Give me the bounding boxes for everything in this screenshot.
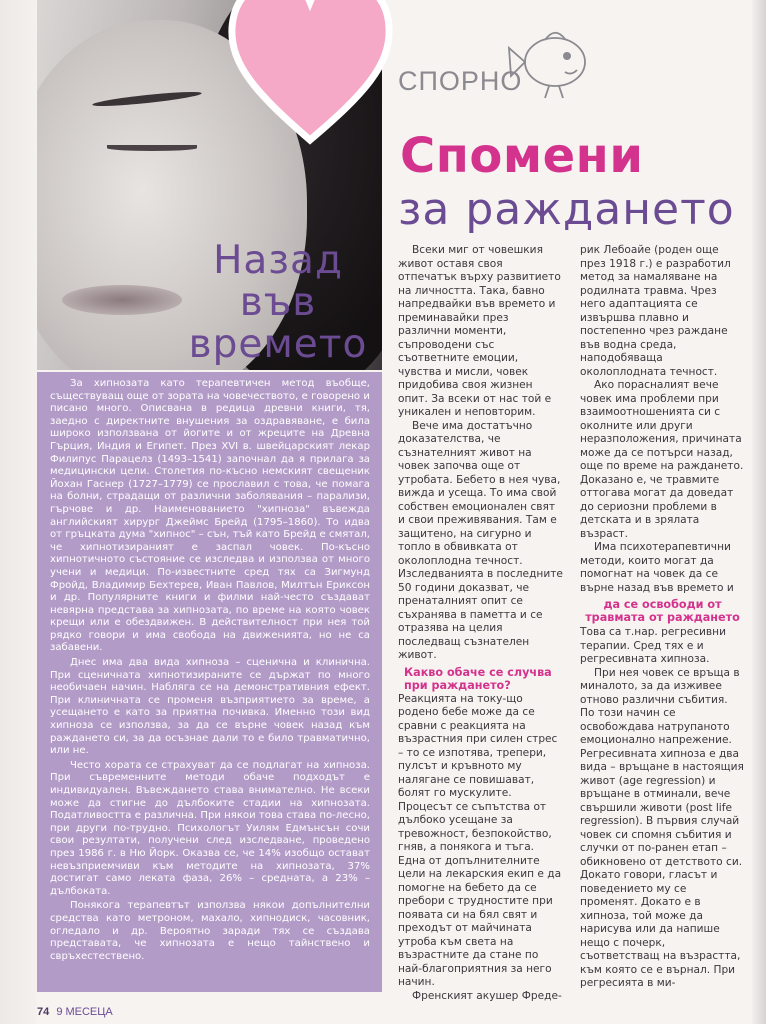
page-number: 74 [37, 1006, 50, 1018]
article-title-line-2: за раждането [398, 184, 735, 235]
body-paragraph: Ако порасналият вече човек има проблеми при взаимоотношенията си с околните или други неразположения, причината може да се потърси назад, още по време на раждането. Доказано е, че травмите оттогава могат да доведат до сериозни проблеми в детската и в зрялата възраст. [580, 379, 744, 540]
article-column-3 [580, 244, 745, 991]
sidebar-title-line: времето [188, 322, 368, 367]
subheading: да се освободи от травмата от раждането [585, 598, 740, 624]
page-edge-shadow [752, 0, 766, 1024]
sidebar-paragraph: Днес има два вида хипноза – сценична и клинична. При сценичната хипнотизираните се държат по много необичаен начин. Набляга се на демонстративния ефект. При клиничната се променя възприятието за време, а усещането е като за приятна почивка. Именно този вид хипноза се използва, за да се върне човек назад към раждането си, за да осъзнае дали то е било травматично, или не. [50, 657, 370, 757]
subheading: Какво обаче се случва при раждането? [404, 665, 552, 692]
magazine-name: 9 МЕСЕЦА [56, 1006, 113, 1018]
body-paragraph: Всеки миг от човешкия живот оставя своя отпечатък върху развитието на личността. Така, бавно напредвайки във времето и преминавайки през различни моменти, съпроводени със съответните емоции, чувства и мисли, човек придобива своя жизнен опит. За всеки от нас той е уникален и неповторим. [398, 244, 561, 418]
sidebar-paragraph: Често хората се страхуват да се подлагат на хипноза. При съвременните методи обаче подходът е индивидуален. Въвеждането става внимателно. Не всеки може да стигне до дълбоките стадии на хипнозата. Податливостта е различна. При някои това става по-лесно, при други по-трудно. Психологът Уилям Едмънсън сочи свои резултати, получени след изследване, проведено през 1986 г. в Ню Йорк. Оказва се, че 14% изобщо остават невъзприемчиви към методите на хипнозата, 37% достигат само леката фаза, 26% – средната, а 23% – дълбоката. [50, 759, 370, 897]
body-paragraph: Това са т.нар. регресивни терапии. Сред тях е и регресивната хипноза. [580, 626, 726, 665]
body-paragraph: Вече има достатъчно доказателства, че съзнателният живот на човек започва още от утробата. Бебето в нея чува, вижда и усеща. То има свой собствен емоционален свят и свои преживявания. Там е защитено, на сигурно и топло в обвивката от околоплодна течност. Изследванията в последните 50 години доказват, че пренаталният опит се съхранява в паметта и се отразява на целия последващ съзнателен живот. [398, 419, 563, 661]
sidebar-paragraph: За хипнозата като терапевтичен метод въобще, съществуващ още от зората на човечеството, е говорено и писано много. Описвана в редица древни книги, тя, заедно с директните внушения за оздравяване, е била широко използвана от йогите и от жреците на Древна Гърция, Индия и Египет. През XVI в. швейцарският лекар Филипус Парацелз (1493–1541) започнал да я прилага за медицински цели. Столетия по-късно немският свещеник Йохан Гаснер (1727–1779) се прославил с това, че помага на болни, страдащи от различни заболявания – парализи, гърчове и др. Наименованието "хипноза" въвежда английският хирург Джеймс Брейд (1795–1860). То идва от гръцката дума "хипнос" – сън, тъй като Брейд е смятал, че хипнотизираният е заспал човек. По-късно хипнотичното състояние се изследва и използва от много учени и медици. По-известните сред тях са Зигмунд Фройд, Владимир Бехтерев, Иван Павлов, Милтън Ериксон и др. Популярните книги и филми най-често създават невярна представа за хипнозата, по време на която човек крещи или е обездвижен. В действителност при нея той рядко говори и има свобода на движенията, но не са забавени. [50, 378, 370, 654]
body-paragraph: Френският акушер Фреде- [412, 989, 562, 1002]
photo-eye [107, 145, 197, 151]
body-paragraph: Има психотерапевтични методи, които могат да помогнат на човек да се върне назад във времето и [580, 541, 734, 594]
sidebar-title-line: във [239, 280, 317, 325]
sidebar-title-line: Назад [213, 238, 343, 283]
page-spine [0, 0, 37, 1024]
article-title-line-1: Спомени [400, 128, 644, 184]
photo-lips [62, 285, 182, 315]
body-paragraph: рик Лебоайе (роден още през 1918 г.) е разработил метод за намаляване на родилната травма. Чрез него адаптацията се извършва плавно и постепенно чрез раждане във водна среда, наподобяваща околоплодната течност. [580, 244, 731, 378]
hypnosis-sidebar [37, 372, 382, 992]
body-paragraph: Реакцията на току-що родено бебе може да се сравни с реакцията на възрастния при силен стрес – то се изпотява, трепери, пулсът и кръвното му налягане се повишават, болят го мускулите. Процесът се съпътства от дълбоко усещане за тревожност, безпокойство, гняв, а понякога и тъга. Една от допълнителните цели на лекарския екип е да помогне на бебето да се пребори с трудностите при появата си на бял свят и преходът от майчината утроба към света на възрастните да стане по най-благоприятния за него начин. [398, 692, 562, 988]
sidebar-paragraph: Понякога терапевтът използва някои допълнителни средства като метроном, махало, хипнодиск, часовник, огледало и др. Вероятно заради тях се създава представата, че хипнозата е нещо тайнствено и свръхестествено. [50, 900, 370, 962]
heart-icon [228, 0, 393, 150]
body-paragraph: При нея човек се връща в миналото, за да изживее отново различни събития. По този начин се освобождава натрупаното емоционално напрежение. Регресивната хипноза е два вида – връщане в настоящия живот (age regression) и връщане в отминали, вече свършили животи (post life regression). В първия случай човек си спомня събития и случки от по-ранен етап – обикновено от детството си. Докато говори, гласът и поведението му се променят. Докато е в хипноза, той може да нарисува или да напише нещо с почерк, съответстващ на възрастта, към която се е върнал. При регресията в ми- [580, 666, 744, 989]
rubric-label: СПОРНО [398, 66, 523, 96]
sidebar-title [178, 240, 378, 366]
page-footer [37, 1006, 113, 1018]
article-column-2 [398, 244, 563, 1003]
